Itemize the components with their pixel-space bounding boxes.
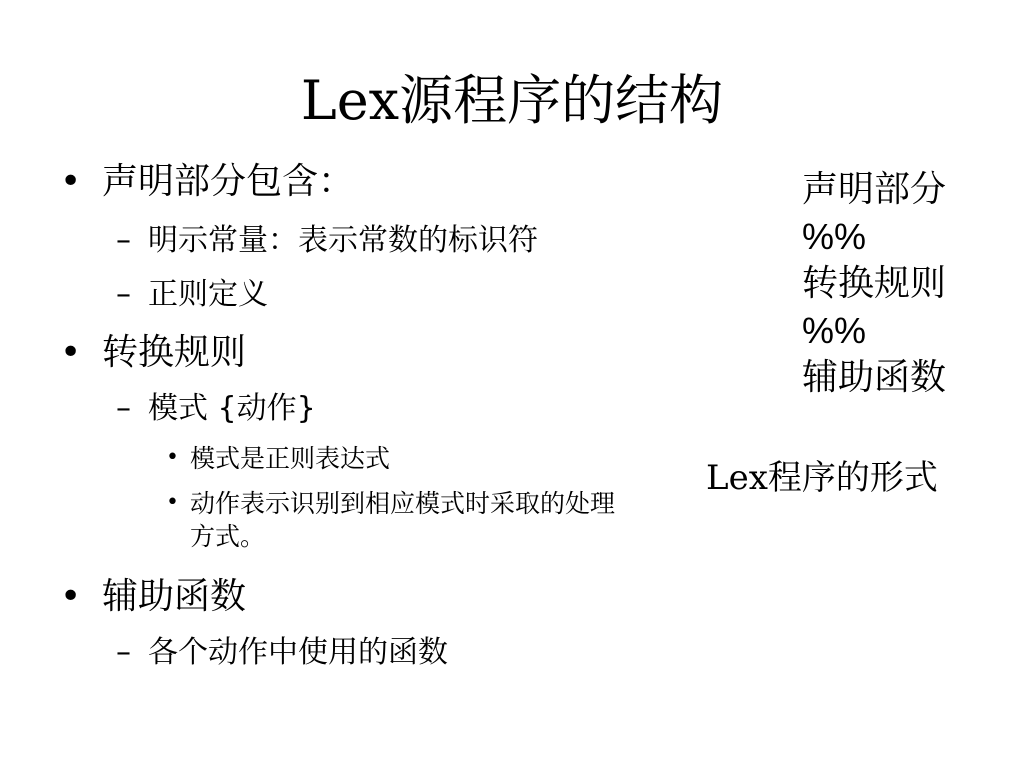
sub-sub-bullet-text: 模式是正则表达式 — [190, 444, 391, 473]
bullet-marker: • — [60, 161, 82, 202]
sub-bullet-text: 各个动作中使用的函数 — [148, 635, 448, 670]
sub-bullet-marker: – — [116, 635, 131, 670]
sub-sub-bullet-text: 动作表示识别到相应模式时采取的处理方式。 — [190, 489, 616, 551]
bullet-text: 辅助函数 — [102, 576, 247, 617]
sub-sub-bullet-marker: • — [166, 445, 179, 470]
sub-bullet-marker: – — [116, 223, 131, 258]
sub-bullet-text: 明示常量：表示常数的标识符 — [148, 223, 538, 258]
outline-translation-rules: 转换规则 — [802, 263, 947, 304]
bullet-marker: • — [60, 576, 82, 617]
sub-bullet-marker: – — [116, 391, 131, 426]
outline-declarations: 声明部分 — [802, 169, 947, 210]
lex-structure-outline — [802, 166, 946, 401]
sub-bullet-text: 模式 {动作} — [148, 391, 316, 426]
bullet-text: 转换规则 — [102, 332, 247, 373]
sub-bullet-marker: – — [116, 277, 131, 312]
outline-separator: %% — [802, 310, 867, 351]
outline-auxiliary-functions: 辅助函数 — [802, 357, 947, 398]
outline-separator: %% — [802, 216, 867, 257]
bullet-marker: • — [60, 332, 82, 373]
slide-title: Lex源程序的结构 — [300, 69, 724, 132]
outline-caption: Lex程序的形式 — [706, 458, 938, 498]
bullet-text: 声明部分包含： — [102, 161, 355, 202]
sub-sub-bullet-marker: • — [166, 490, 179, 515]
sub-bullet-text: 正则定义 — [148, 277, 268, 312]
